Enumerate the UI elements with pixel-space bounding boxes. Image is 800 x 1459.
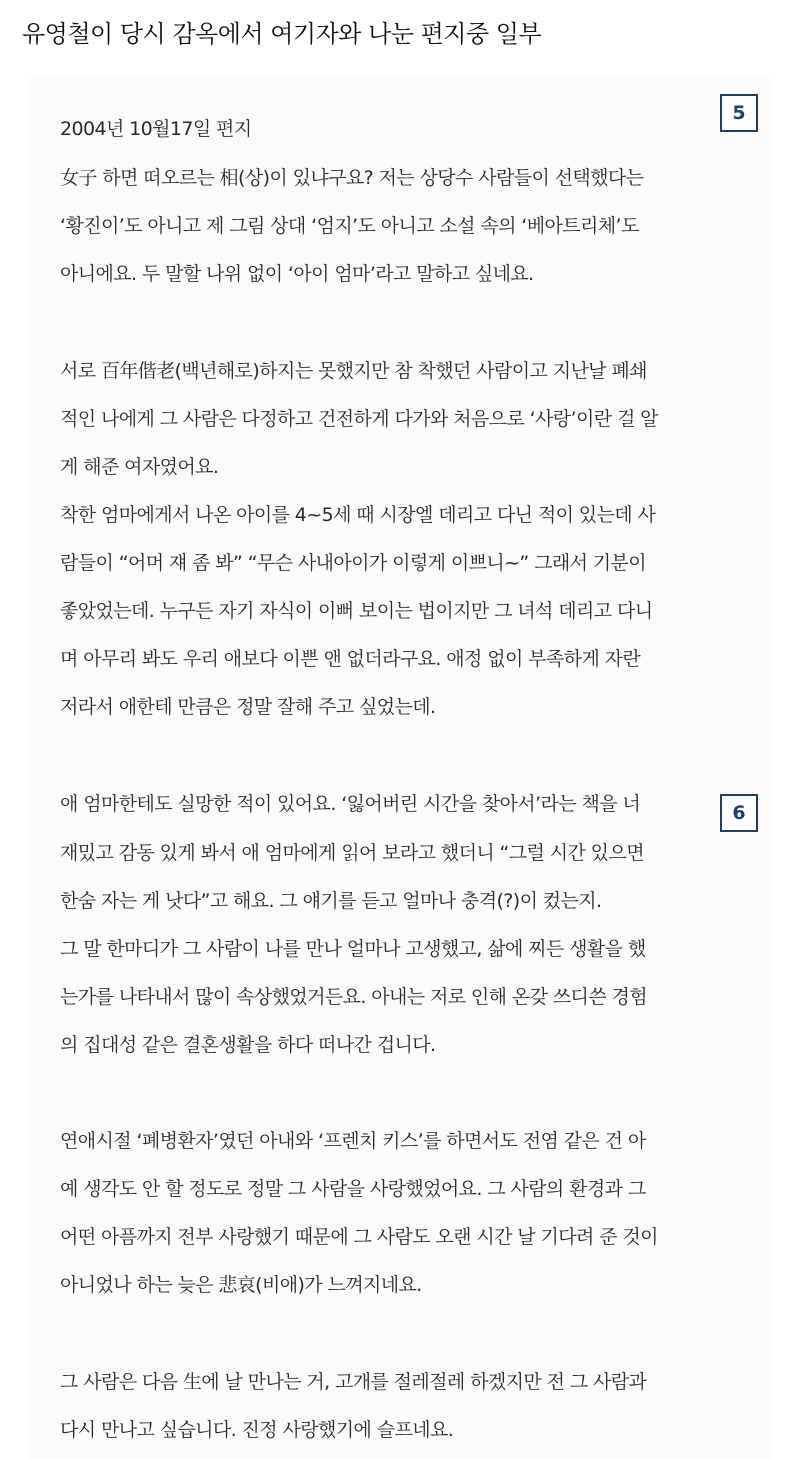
letter-line: 그 말 한마디가 그 사람이 나를 만나 얼마나 고생했고, 삶에 찌든 생활을 했 [60, 938, 646, 960]
letter-line: 아니에요. 두 말할 나위 없이 ‘아이 엄마’라고 말하고 싶네요. [60, 263, 534, 285]
letter-line: 람들이 “어머 쟤 좀 봐” “무슨 사내아이가 이렇게 이쁘니~” 그래서 기분이 [60, 552, 647, 574]
letter-line: 게 해준 여자였어요. [60, 456, 219, 478]
letter-line: 어떤 아픔까지 전부 사랑했기 때문에 그 사람도 오랜 시간 날 기다려 준 것이 [60, 1226, 658, 1248]
letter-date: 2004년 10월17일 편지 [60, 118, 252, 140]
letter-line: 서로 百年偕老(백년해로)하지는 못했지만 참 착했던 사람이고 지난날 폐쇄 [60, 360, 647, 382]
page-number-badge-5: 5 [720, 94, 758, 132]
letter-line: 착한 엄마에게서 나온 아이를 4~5세 때 시장엘 데리고 다닌 적이 있는데 사 [60, 504, 656, 526]
letter-line: 그 사람은 다음 生에 날 만나는 거, 고개를 절레절레 하겠지만 전 그 사람과 [60, 1371, 647, 1393]
letter-line: 한숨 자는 게 낫다”고 해요. 그 얘기를 듣고 얼마나 충격(?)이 컸는지. [60, 890, 602, 912]
letter-line: 아니었나 하는 늦은 悲哀(비애)가 느껴지네요. [60, 1274, 422, 1296]
letter-line: 예 생각도 안 할 정도로 정말 그 사람을 사랑했었어요. 그 사람의 환경과 그 [60, 1178, 646, 1200]
letter-line: 연애시절 ‘폐병환자’였던 아내와 ‘프렌치 키스’를 하면서도 전염 같은 건 아 [60, 1130, 646, 1152]
letter-line: ‘황진이’도 아니고 제 그림 상대 ‘엄지’도 아니고 소설 속의 ‘베아트리체’도 [60, 215, 639, 237]
letter-line: 의 집대성 같은 결혼생활을 하다 떠나간 겁니다. [60, 1034, 436, 1056]
post-title: 유영철이 당시 감옥에서 여기자와 나눈 편지중 일부 [22, 20, 542, 48]
letter-line: 좋았었는데. 누구든 자기 자식이 이뻐 보이는 법이지만 그 녀석 데리고 다니 [60, 600, 653, 622]
letter-line: 女子 하면 떠오르는 相(상)이 있냐구요? 저는 상당수 사람들이 선택했다는 [60, 167, 644, 189]
letter-line: 며 아무리 봐도 우리 애보다 이쁜 앤 없더라구요. 애정 없이 부족하게 자란 [60, 648, 641, 670]
letter-line: 는가를 나타내서 많이 속상했었거든요. 아내는 저로 인해 온갖 쓰디쓴 경험 [60, 986, 648, 1008]
letter-line: 애 엄마한테도 실망한 적이 있어요. ‘잃어버린 시간을 찾아서’라는 책을 너 [60, 793, 641, 815]
letter-line: 저라서 애한테 만큼은 정말 잘해 주고 싶었는데. [60, 696, 436, 718]
page-number-badge-6: 6 [720, 794, 758, 832]
letter-line: 적인 나에게 그 사람은 다정하고 건전하게 다가와 처음으로 ‘사랑’이란 걸 알 [60, 408, 658, 430]
letter-line: 재밌고 감동 있게 봐서 애 엄마에게 읽어 보라고 했더니 “그럴 시간 있으면 [60, 842, 644, 864]
letter-line: 다시 만나고 싶습니다. 진정 사랑했기에 슬프네요. [60, 1419, 454, 1441]
